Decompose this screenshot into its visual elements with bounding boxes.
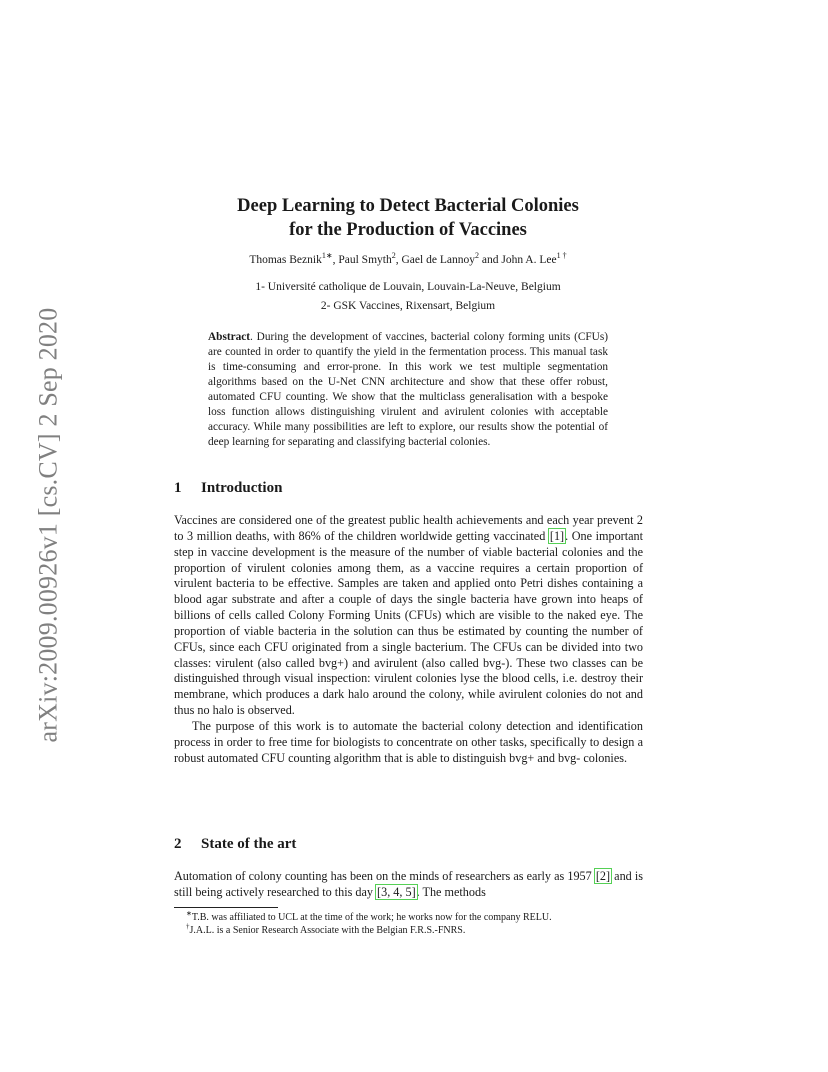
footnote bbox=[174, 924, 643, 937]
citation-link[interactable]: [1] bbox=[549, 528, 565, 543]
author-affil-sup: 1 bbox=[321, 251, 326, 261]
footnote bbox=[174, 911, 643, 924]
affiliation-line: 2- GSK Vaccines, Rixensart, Belgium bbox=[320, 300, 496, 312]
paragraph-text: . One important step in vaccine development is the measure of the number of viable bacterial colonies and the proportion of virulent colonies among them, as a vaccine requires a certain proportion of virulent bacteria to be effective. Samples are taken and applied onto Petri dishes containing a blood agar substrate and after a couple of days the single bacteria have grown into heaps of billions of cells called Colony Forming Units (CFUs) which are visible to the naked eye. The proportion of viable bacteria in the solution can thus be estimated by counting the number of CFUs, since each CFU originated from a single bacterium. The CFUs can be divided into two classes: virulent (also called bvg+) and avirulent (also called bvg-). These two classes can be distinguished through visual inspection: virulent colonies lyse the blood cells, i.e. destroy their membrane, which produces a dark halo around the colony, while avirulent colonies do not and thus no halo is observed. bbox=[174, 528, 643, 718]
section-title: Introduction bbox=[201, 480, 283, 496]
footnote-mark: † bbox=[186, 922, 190, 931]
author-name: and John A. Lee bbox=[478, 254, 557, 266]
citation-link[interactable]: [2] bbox=[595, 869, 611, 883]
paragraph-text: Vaccines are considered one of the greatest public health achievements and each year prevent 2 to 3 million deaths, with 86% of the children worldwide getting vaccinated bbox=[174, 513, 643, 543]
author-affil-sup: 2 bbox=[474, 251, 479, 261]
footnote-mark: ∗ bbox=[186, 909, 192, 918]
paragraph bbox=[174, 719, 643, 767]
footnotes bbox=[174, 911, 643, 937]
footnote-text: T.B. was affiliated to UCL at the time of the work; he works now for the company RELU. bbox=[191, 912, 552, 923]
author-name: , Paul Smyth bbox=[332, 254, 392, 266]
footnote-text: J.A.L. is a Senior Research Associate with the Belgian F.R.S.-FNRS. bbox=[189, 925, 466, 936]
author-name: , Gael de Lannoy bbox=[395, 254, 475, 266]
paragraph bbox=[174, 513, 643, 719]
author-list bbox=[174, 253, 642, 268]
citation-link[interactable]: [3, 4, 5] bbox=[377, 884, 416, 899]
title-line-2: for the Production of Vaccines bbox=[289, 220, 527, 240]
section-number: 1 bbox=[174, 480, 182, 496]
arxiv-stamp-text: arXiv:2009.00926v1 [cs.CV] 2 Sep 2020 bbox=[33, 307, 63, 743]
author-footnote-mark: ∗ bbox=[325, 251, 333, 261]
abstract-label: Abstract bbox=[208, 331, 251, 343]
author-affil-sup: 2 bbox=[391, 251, 396, 261]
author-affil-sup: 1 † bbox=[556, 251, 567, 261]
affiliation-line: 1- Université catholique de Louvain, Louvain-La-Neuve, Belgium bbox=[255, 281, 561, 293]
abstract bbox=[208, 330, 608, 450]
paper-title bbox=[174, 194, 642, 242]
abstract-text: . During the development of vaccines, bacterial colony forming units (CFUs) are counted in order to quantify the yield in the fermentation process. This manual task is time-consuming and error-prone. In this work we test multiple segmentation algorithms based on the U-Net CNN architecture and show that these offer robust, automated CFU counting. We show that the multiclass generalisation with a bespoke loss function allows distinguishing virulent and avirulent colonies with acceptable accuracy. While many possibilities are left to explore, our results show the potential of deep learning for separating and classifying bacterial colonies. bbox=[208, 331, 608, 448]
title-line-1: Deep Learning to Detect Bacterial Colonies bbox=[237, 196, 579, 216]
paragraph-text: and is still being actively researched to this day bbox=[174, 869, 643, 899]
state-of-the-art-body bbox=[174, 869, 643, 901]
paragraph-text: The purpose of this work is to automate the bacterial colony detection and identification process in order to free time for biologists to concentrate on other tasks, specifically to design a robust automated CFU counting algorithm that is able to distinguish bvg+ and bvg- colonies. bbox=[174, 718, 643, 765]
paragraph bbox=[174, 869, 643, 901]
introduction-body bbox=[174, 513, 643, 767]
author-name: Thomas Beznik bbox=[249, 254, 322, 266]
footnote-divider bbox=[174, 907, 278, 908]
paragraph-text: Automation of colony counting has been on the minds of researchers as early as 1957 bbox=[174, 869, 595, 883]
section-heading-state-of-the-art bbox=[174, 836, 296, 853]
section-title: State of the art bbox=[201, 836, 297, 852]
section-number: 2 bbox=[174, 836, 182, 852]
affiliations bbox=[174, 278, 642, 316]
paragraph-text: . The methods bbox=[416, 884, 486, 899]
arxiv-stamp bbox=[35, 295, 61, 755]
section-heading-introduction bbox=[174, 480, 282, 497]
